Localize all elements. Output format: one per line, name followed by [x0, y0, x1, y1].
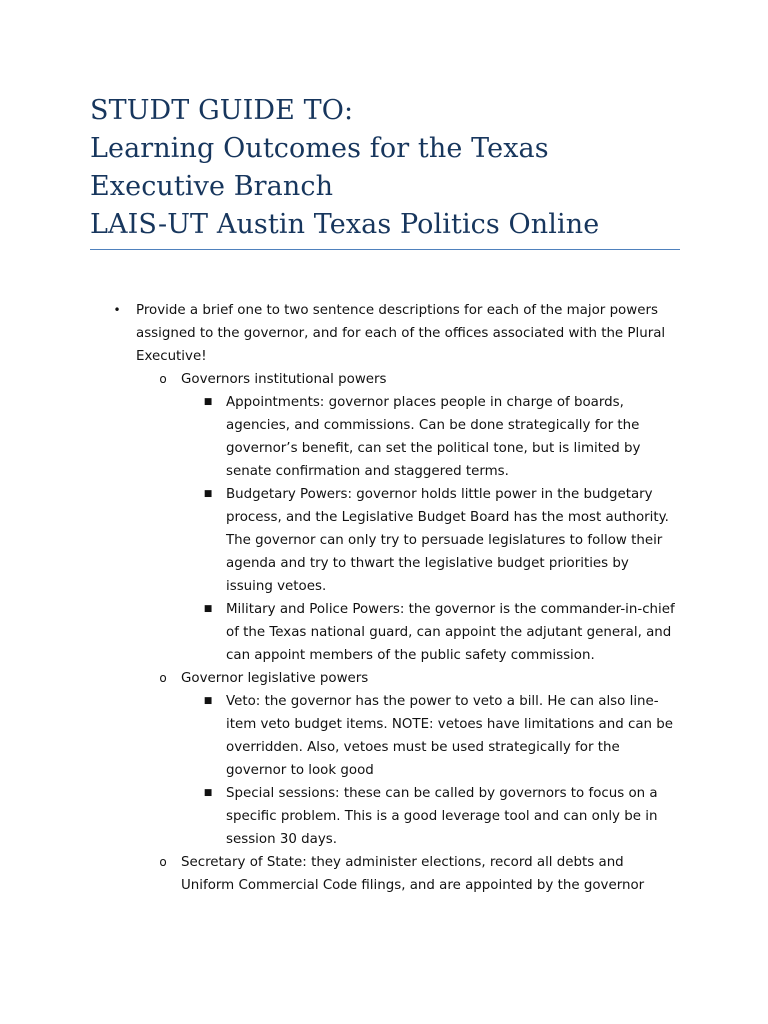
- main-list: [0, 299, 768, 897]
- list-item: [203, 483, 678, 598]
- document-body: [0, 299, 768, 897]
- list-item: [0, 299, 675, 897]
- item-text: Provide a brief one to two sentence descriptions for each of the major powers assigned to the governor, and for each of the offices associated with the Plural Executive!: [136, 303, 666, 364]
- document-title: [90, 92, 690, 244]
- list-item: [203, 598, 678, 667]
- detail-list: [181, 690, 679, 851]
- circle-bullet-icon: o: [159, 671, 167, 685]
- sub-list: [136, 368, 675, 897]
- title-line-4: LAIS-UT Austin Texas Politics Online: [90, 209, 600, 240]
- list-item: [203, 782, 678, 851]
- circle-bullet-icon: o: [159, 372, 167, 386]
- item-text: Appointments: governor places people in charge of boards, agencies, and commissions. Can be done strategically for the governor’s benefit, can set the political tone, but is limited by senate confirmation and staggered terms.: [226, 395, 641, 479]
- title-line-2: Learning Outcomes for the Texas: [90, 133, 549, 164]
- list-item: [159, 851, 679, 897]
- item-text: Military and Police Powers: the governor is the commander-in-chief of the Texas national guard, can appoint the adjutant general, and can appoint members of the public safety commission.: [226, 602, 675, 663]
- square-bullet-icon: ■: [203, 696, 213, 706]
- square-bullet-icon: ■: [203, 604, 213, 614]
- item-text: Governor legislative powers: [181, 671, 369, 686]
- item-text: Secretary of State: they administer elections, record all debts and Uniform Commercial Code filings, and are appointed by the governor: [181, 855, 645, 893]
- list-item: [159, 667, 679, 851]
- square-bullet-icon: ■: [203, 397, 213, 407]
- title-line-3: Executive Branch: [90, 171, 334, 202]
- title-divider: [90, 249, 680, 250]
- item-text: Veto: the governor has the power to veto a bill. He can also line-item veto budget items. NOTE: vetoes have limitations and can be overridden. Also, vetoes must be used strategically for the governor to look good: [226, 694, 674, 778]
- detail-list: [181, 391, 679, 667]
- square-bullet-icon: ■: [203, 788, 213, 798]
- list-item: [203, 391, 678, 483]
- circle-bullet-icon: o: [159, 855, 167, 869]
- item-text: Governors institutional powers: [181, 372, 387, 387]
- item-text: Special sessions: these can be called by governors to focus on a specific problem. This is a good leverage tool and can only be in session 30 days.: [226, 786, 658, 847]
- title-line-1: STUDT GUIDE TO:: [90, 95, 354, 126]
- item-text: Budgetary Powers: governor holds little power in the budgetary process, and the Legislative Budget Board has the most authority. The governor can only try to persuade legislatures to follow their agenda and try to thwart the legislative budget priorities by issuing vetoes.: [226, 487, 669, 594]
- list-item: [203, 690, 678, 782]
- bullet-icon: •: [113, 303, 121, 317]
- square-bullet-icon: ■: [203, 489, 213, 499]
- list-item: [159, 368, 679, 667]
